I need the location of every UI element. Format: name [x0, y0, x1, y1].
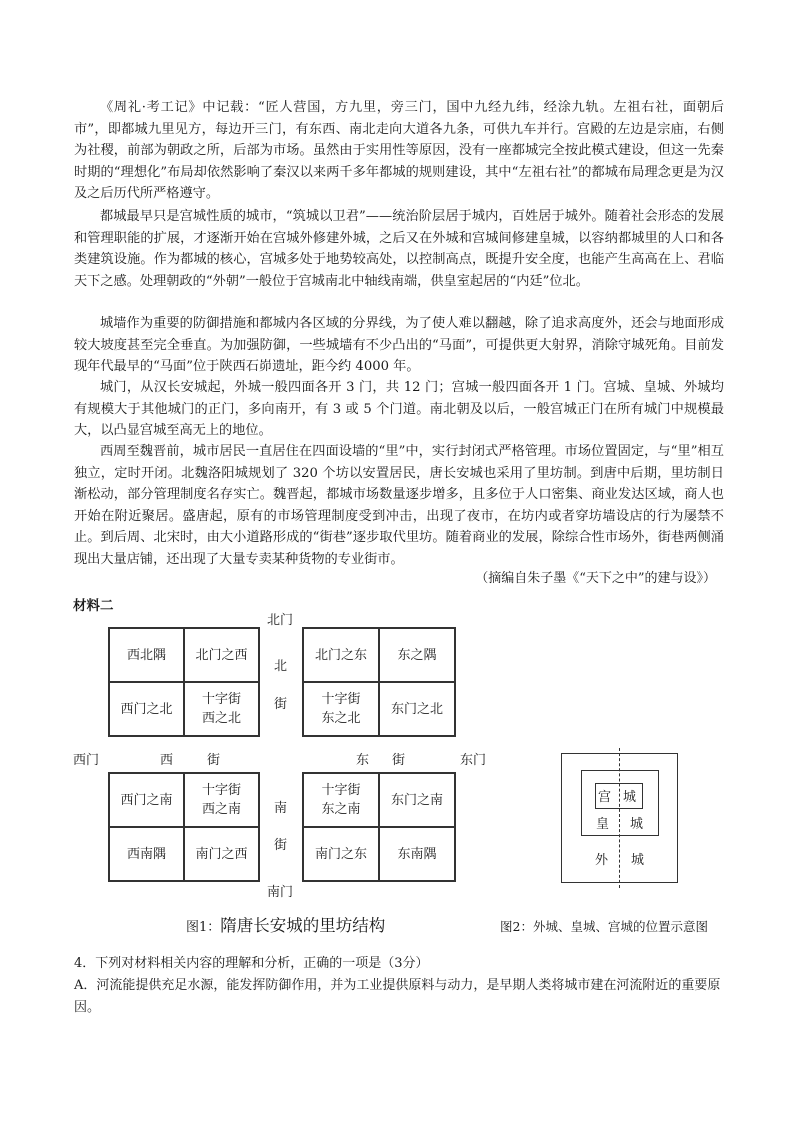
paragraph-2: 都城最早只是宫城性质的城市，“筑城以卫君”——统治阶层居于城内，百姓居于城外。随着社会形态的发展和管理职能的扩展，才逐渐开始在宫城外修建外城，之后又在外城和宫城间修建皇城，以容纳都城里的人口和各类建筑设施。作为都城的核心，宫城多处于地势较高处，以控制高点，既提升安全度，也能产生高高在上、君临天下之感。处理朝政的“外朝”一般位于宫城南北中轴线南端，供皇室起居的“内廷”位北。	[74, 209, 724, 289]
material-label: 材料二	[73, 598, 114, 614]
east-gate-label: 东门	[460, 753, 487, 768]
figure-1-caption-title: 隋唐长安城的里坊结构	[220, 916, 386, 935]
ward-cell: 东门之北	[379, 682, 455, 736]
figure-1-caption	[186, 912, 385, 936]
west-street-char-1: 西	[160, 753, 174, 768]
east-street-char-2: 街	[392, 753, 406, 768]
ward-cell: 十字街 东之北	[303, 682, 379, 736]
palace-char-2: 城	[623, 790, 637, 805]
ward-cell: 西门之南	[109, 773, 184, 827]
paragraph-4: 城门，从汉长安城起，外城一般四面各开 3 门，共 12 门；宫城一般四面各开 1 门。宫城、皇城、外城均有规模大于其他城门的正门，多向南开，有 3 或 5 个门道。南北朝及以后，一般宫城正门在所有城门中规模最大，以凸显宫城至高无上的地位。	[74, 380, 724, 438]
ward-block-northwest	[108, 627, 260, 737]
ward-cell: 南门之西	[184, 827, 259, 881]
paragraph-1: 《周礼·考工记》中记载：“匠人营国，方九里，旁三门，国中九经九纬，经涂九轨。左祖右社，面朝后市”，即都城九里见方，每边开三门，有东西、南北走向大道各九条，可供九车并行。宫殿的左边是宗庙，右侧为社稷，前部为朝政之所，后部为市场。虽然由于实用性等原因，没有一座都城完全按此模式建设，但这一先秦时期的“理想化”布局却依然影响了秦汉以来两千多年都城的规则建设，其中“左祖右社”的都城布局理念更是为汉及之后历代所严格遵守。	[74, 100, 724, 201]
ward-cell: 南门之东	[303, 827, 379, 881]
ward-cell: 西南隅	[109, 827, 184, 881]
ward-cell: 西门之北	[109, 682, 184, 736]
outer-char-1: 外	[595, 853, 609, 868]
question-stem: 4．下列对材料相关内容的理解和分析，正确的一项是（3分）	[74, 956, 429, 971]
option-a: A．河流能提供充足水源，能发挥防御作用，并为工业提供原料与动力，是早期人类将城市建在河流附近的重要原因。	[74, 978, 721, 1015]
imperial-char-1: 皇	[596, 817, 610, 832]
ward-cell: 东门之南	[379, 773, 455, 827]
figure-2-caption: 图2：外城、皇城、宫城的位置示意图	[500, 919, 708, 934]
paragraph-3: 城墙作为重要的防御措施和都城内各区域的分界线，为了使人难以翻越，除了追求高度外，还会与地面形成较大坡度甚至完全垂直。为加强防御，一些城墙有不少凸出的“马面”，可提供更大射界，消除守城死角。目前发现年代最早的“马面”位于陕西石峁遗址，距今约 4000 年。	[74, 316, 724, 374]
ward-cell: 东之隅	[379, 628, 455, 682]
ward-block-southeast	[302, 772, 456, 882]
ward-cell: 北门之西	[184, 628, 259, 682]
north-street-char-1: 北	[274, 659, 288, 674]
palace-char-1: 宫	[598, 790, 612, 805]
west-gate-label: 西门	[73, 753, 100, 768]
north-gate-label: 北门	[267, 613, 294, 628]
east-street-char-1: 东	[356, 753, 370, 768]
outer-char-2: 城	[631, 853, 645, 868]
south-street-char-2: 街	[274, 838, 288, 853]
south-gate-label: 南门	[267, 885, 294, 900]
central-axis-line	[619, 748, 620, 888]
ward-cell: 西北隅	[109, 628, 184, 682]
ward-block-southwest	[108, 772, 260, 882]
ward-block-northeast	[302, 627, 456, 737]
ward-cell: 十字街 西之北	[184, 682, 259, 736]
west-street-char-2: 街	[207, 753, 221, 768]
ward-cell: 北门之东	[303, 628, 379, 682]
ward-cell: 十字街 西之南	[184, 773, 259, 827]
source-citation: （摘编自朱子墨《“天下之中”的建与设》）	[475, 571, 716, 586]
paragraph-5: 西周至魏晋前，城市居民一直居住在四面设墙的“里”中，实行封闭式严格管理。市场位置固定，与“里”相互独立，定时开闭。北魏洛阳城规划了 320 个坊以安置居民，唐长安城也采用了里坊制。到唐中后期，里坊制日渐松动，部分管理制度名存实亡。魏晋起，都城市场数量逐步增多，且多位于人口密集、商业发达区域，商人也开始在附近聚居。盛唐起，原有的市场管理制度受到冲击，出现了夜市，在坊内或者穿坊墙设店的行为屡禁不止。到后周、北宋时，由大小道路形成的“街巷”逐步取代里坊。随着商业的发展，除综合性市场外，街巷两侧涌现出大量店铺，还出现了大量专卖某种货物的专业街市。	[74, 444, 724, 567]
south-street-char-1: 南	[274, 801, 288, 816]
imperial-char-2: 城	[630, 817, 644, 832]
figure-1-caption-prefix: 图1：	[186, 920, 221, 935]
ward-cell: 东南隅	[379, 827, 455, 881]
ward-cell: 十字街 东之南	[303, 773, 379, 827]
north-street-char-2: 街	[274, 697, 288, 712]
